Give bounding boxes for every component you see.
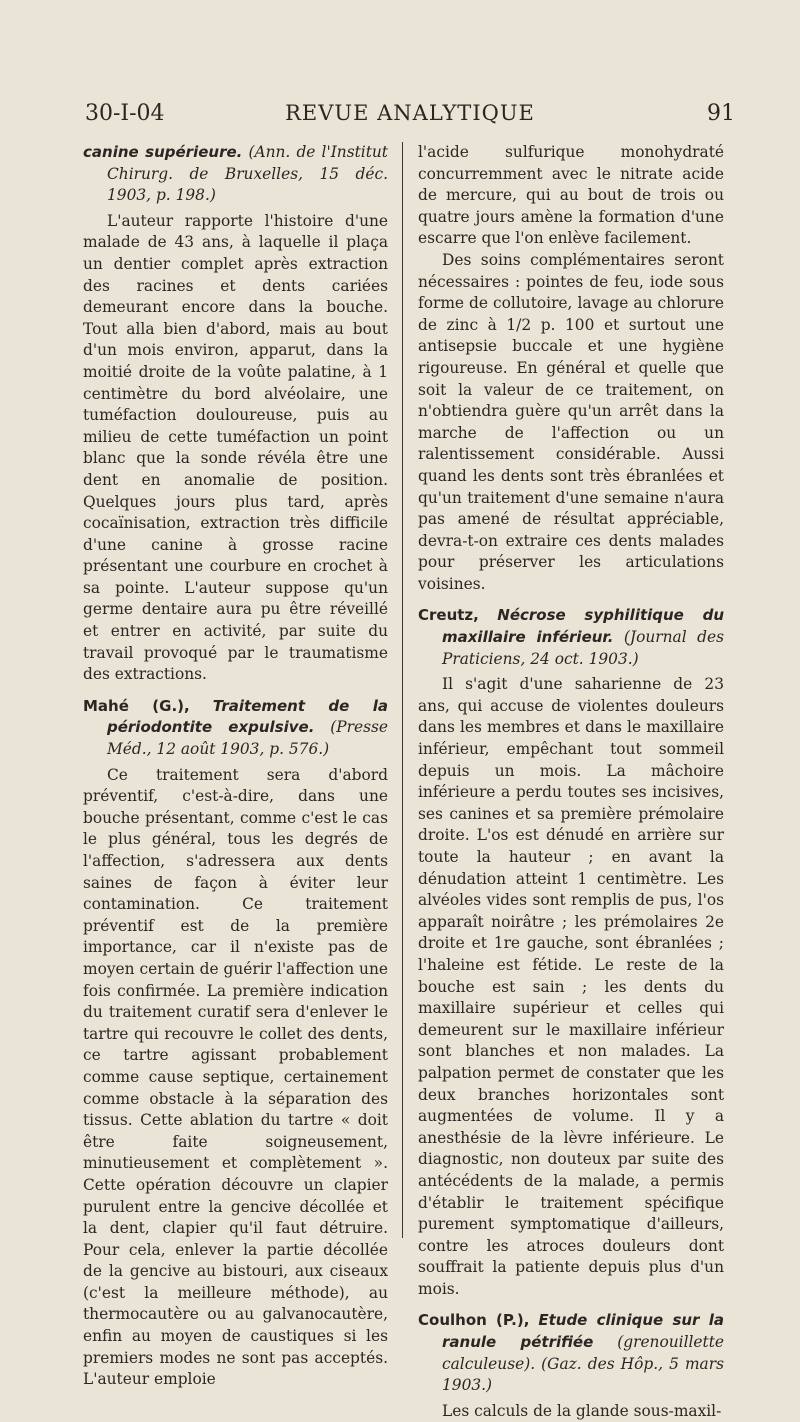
entry-body: L'auteur rapporte l'histoire d'une malade de 43 ans, à laquelle il plaça un dentier complet après extraction des racines et dents cariées demeurant encore dans la bouche. Tout alla bien d'abord, mais au bout d'un mois environ, apparut, dans la moitié droite de la voûte palatine, à 1 centimètre du bord alvéolaire, une tuméfaction douloureuse, puis au milieu de cette tuméfaction un point blanc que la sonde révéla être une dent en anomalie de position. Quelques jours plus tard, après cocaïnisation, extraction très difficile d'une canine à grosse racine présentant une courbure en crochet à sa pointe. L'auteur suppose qu'un germe dentaire aura pu être réveillé et entrer en activité, par suite du travail provoqué par le traumatisme des extractions. (83, 211, 388, 684)
column-divider (402, 142, 403, 1238)
entry-title: Traitement de la périodontite expulsive. (107, 696, 388, 737)
entry-creutz-heading (418, 605, 724, 670)
entry-title: canine supérieure. (83, 143, 243, 161)
entry-source: (grenouillette calculeuse). (Gaz. des Hôp., 5 mars 1903.) (442, 1333, 724, 1395)
entry-source: (Journal des Praticiens, 24 oct. 1903.) (442, 628, 724, 668)
entry-mahe-heading (83, 696, 388, 761)
running-header (85, 101, 735, 137)
entry-body: Il s'agit d'une saharienne de 23 ans, qui accuse de violentes douleurs dans les membres et dans le maxillaire inférieur, empêchant tout sommeil depuis un mois. La mâchoire inférieure a perdu toutes ses incisives, ses canines et sa première prémolaire droite. L'os est dénudé en arrière sur toute la hauteur ; en avant la dénudation atteint 1 centimètre. Les alvéoles vides sont remplis de pus, l'os apparaît noirâtre ; les prémolaires 2e droite et 1re gauche, sont ébranlées ; l'haleine est fétide. Le reste de la bouche est sain ; les dents du maxillaire supérieur et celles qui demeurent sur le maxillaire inférieur sont blanches et non malades. La palpation permet de constater que les deux branches horizontales sont augmentées de volume. Il y a anesthésie de la lèvre inférieure. Le diagnostic, non douteux par suite des antécédents de la malade, a permis d'établir le traitement spécifique purement symptomatique d'ailleurs, contre les atroces douleurs dont souffrait la patiente depuis plus d'un mois. (418, 675, 724, 1298)
header-page-number: 91 (707, 101, 735, 126)
entry-author: Creutz, (418, 606, 479, 625)
continued-paragraph: l'acide sulfurique monohydraté concurremment avec le nitrate acide de mercure, qui au bout de trois ou quatre jours amène la formation d'une escarre que l'on enlève facilement. (418, 143, 724, 248)
entry-body: Les calculs de la glande sous-maxil- (442, 1401, 722, 1420)
header-date: 30-I-04 (85, 101, 165, 126)
entry-title: Etude clinique sur la ranule pétrifiée (442, 1311, 724, 1352)
entry-coulhon-heading (418, 1310, 724, 1396)
entry-canine-heading (83, 142, 388, 207)
entry-source: (Ann. de l'Institut Chirurg. de Bruxelles, 15 déc. 1903, p. 198.) (107, 143, 388, 205)
left-column (83, 142, 388, 1391)
header-journal-title: REVUE ANALYTIQUE (285, 101, 535, 125)
entry-body: Ce traitement sera d'abord préventif, c'est-à-dire, dans une bouche présentant, comme c'est le cas le plus général, tous les degrés de l'affection, s'adressera aux dents saines de façon à éviter leur contamination. Ce traitement préventif est de la première importance, car il n'existe pas de moyen certain de guérir l'affection une fois confirmée. La première indication du traitement curatif sera d'enlever le tartre qui recouvre le collet des dents, ce tartre agissant probablement comme cause septique, certainement comme obstacle à la séparation des tissus. Cette ablation du tartre « doit être faite soigneusement, minutieusement et complètement ». Cette opération découvre un clapier purulent entre la gencive décollée et la dent, clapier qu'il faut détruire. Pour cela, enlever la partie décollée de la gencive au bistouri, aux ciseaux (c'est la meilleure méthode), au thermocautère ou au galvanocautère, enfin au moyen de caustiques si les premiers modes ne sont pas acceptés. L'auteur emploie (83, 765, 388, 1389)
right-column (418, 142, 724, 1422)
entry-source: (Presse Méd., 12 août 1903, p. 576.) (107, 718, 388, 759)
entry-author: Mahé (G.), (83, 696, 190, 715)
entry-author: Coulhon (P.), (418, 1311, 530, 1330)
continued-paragraph: Des soins complémentaires seront nécessaires : pointes de feu, iode sous forme de collutoire, lavage au chlorure de zinc à 1/2 p. 100 et surtout une antisepsie buccale et une hygiène rigoureuse. En général et quelle que soit la valeur de ce traitement, on n'obtiendra guère qu'un arrêt dans la marche de l'affection ou un ralentissement considérable. Aussi quand les dents sont très ébranlées et qu'un traitement d'une semaine n'aura pas amené de résultat appréciable, devra-t-on extraire ces dents malades pour préserver les articulations voisines. (418, 250, 724, 593)
entry-title: Nécrose syphilitique du maxillaire inférieur. (442, 606, 724, 647)
